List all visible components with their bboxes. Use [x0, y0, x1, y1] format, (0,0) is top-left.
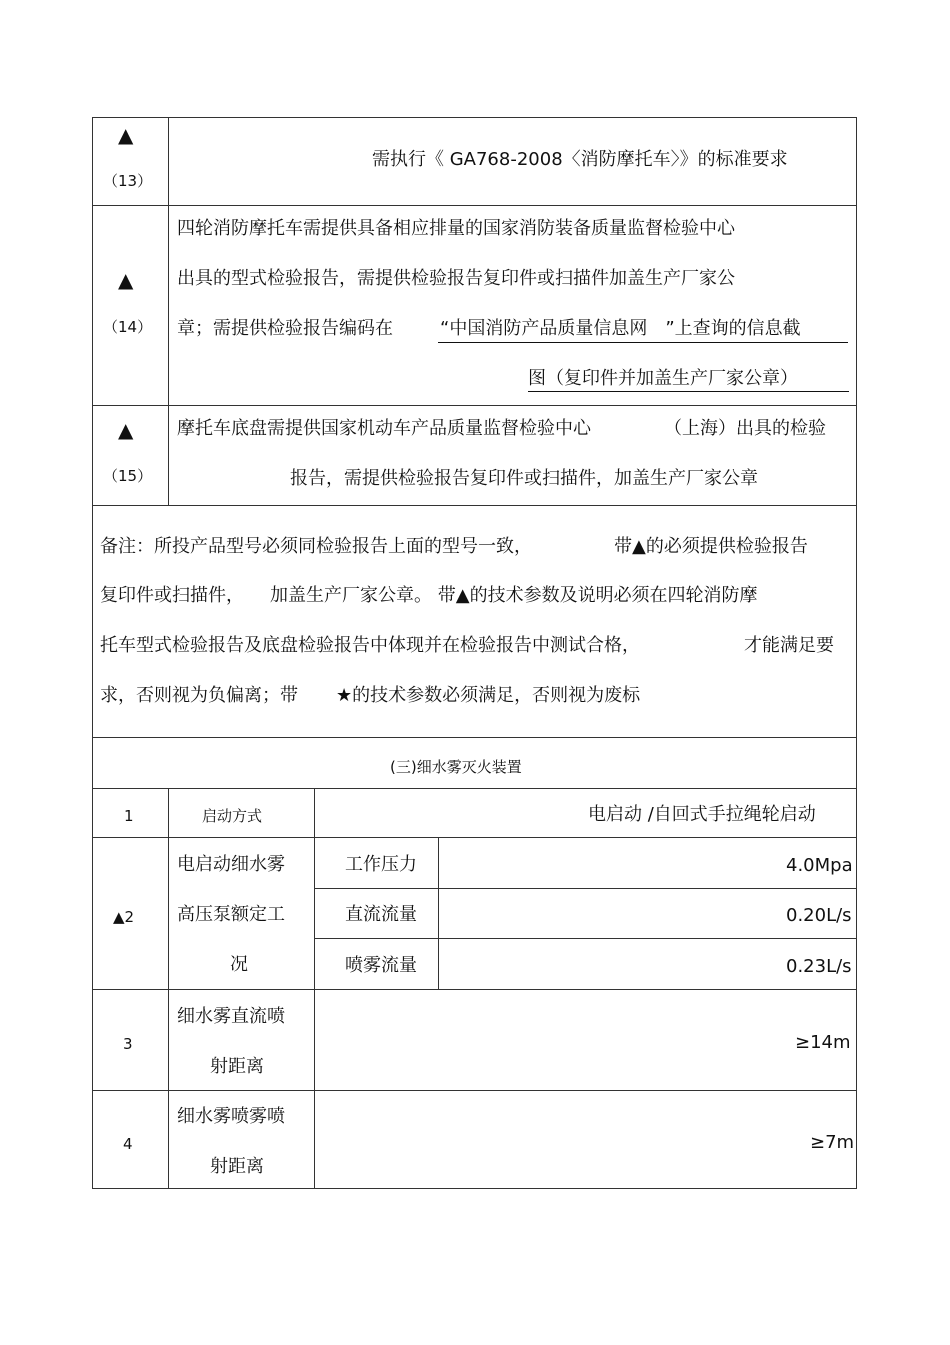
- spec-sub-value: 0.23L/s: [786, 956, 852, 977]
- remark-text: 托车型式检验报告及底盘检验报告中体现并在检验报告中测试合格，: [100, 635, 640, 656]
- item-text: 报告，需提供检验报告复印件或扫描件，加盖生产厂家公章: [290, 468, 758, 489]
- remark-text: 才能满足要: [744, 635, 834, 656]
- remark-text: ★的技术参数必须满足，否则视为废标: [336, 685, 641, 706]
- remark-text: 带▲的必须提供检验报告: [614, 536, 808, 557]
- spec-name: 启动方式: [202, 807, 263, 825]
- spec-name: 电启动细水雾: [177, 854, 285, 875]
- row-divider: [92, 405, 857, 406]
- row-divider: [92, 205, 857, 206]
- row-divider: [92, 737, 857, 738]
- spec-number: 3: [123, 1035, 133, 1053]
- item-text: 四轮消防摩托车需提供具备相应排量的国家消防装备质量监督检验中心: [177, 218, 735, 239]
- item-number: （15）: [103, 467, 153, 485]
- spec-value: 电启动 /自回式手拉绳轮启动: [588, 804, 816, 825]
- triangle-mark: ▲: [118, 268, 134, 292]
- col-divider: [168, 117, 169, 505]
- item-text: 需执行《 GA768-2008〈消防摩托车〉》的标准要求: [372, 149, 788, 170]
- col-divider: [314, 788, 315, 1189]
- row-divider: [314, 938, 857, 939]
- section-title: (三)细水雾灭火装置: [390, 758, 522, 776]
- spec-number: 1: [124, 807, 134, 825]
- row-divider: [314, 888, 857, 889]
- item-text: 出具的型式检验报告，需提供检验报告复印件或扫描件加盖生产厂家公: [177, 268, 735, 289]
- item-number: （13）: [103, 172, 153, 190]
- row-divider: [92, 837, 857, 838]
- col-divider: [438, 837, 439, 989]
- spec-sub-value: 4.0Mpa: [786, 855, 853, 876]
- spec-sub-label: 喷雾流量: [345, 955, 417, 976]
- spec-name: 细水雾直流喷: [177, 1006, 285, 1027]
- underline: [528, 391, 849, 392]
- triangle-mark: ▲: [118, 418, 134, 442]
- spec-sub-label: 工作压力: [345, 854, 417, 875]
- spec-value: ≥7m: [810, 1132, 855, 1153]
- remark-text: 备注：所投产品型号必须同检验报告上面的型号一致，: [100, 536, 532, 557]
- col-divider: [168, 788, 169, 1189]
- item-text: 摩托车底盘需提供国家机动车产品质量监督检验中心: [177, 418, 591, 439]
- triangle-mark: ▲: [118, 123, 134, 147]
- spec-value: ≥14m: [795, 1032, 851, 1053]
- spec-name: 射距离: [210, 1056, 264, 1077]
- row-divider: [92, 788, 857, 789]
- spec-name: 高压泵额定工: [177, 904, 285, 925]
- item-text-underlined: “中国消防产品质量信息网 ”上查询的信息截: [440, 318, 801, 339]
- row-divider: [92, 1090, 857, 1091]
- remark-text: 求，否则视为负偏离；带: [100, 685, 298, 706]
- item-number: （14）: [103, 318, 153, 336]
- spec-sub-label: 直流流量: [345, 904, 417, 925]
- underline: [438, 342, 848, 343]
- remark-text: 加盖生产厂家公章。 带▲的技术参数及说明必须在四轮消防摩: [270, 585, 758, 606]
- spec-name: 细水雾喷雾喷: [177, 1106, 285, 1127]
- spec-sub-value: 0.20L/s: [786, 905, 852, 926]
- spec-name: 射距离: [210, 1156, 264, 1177]
- row-divider: [92, 505, 857, 506]
- spec-number: 4: [123, 1135, 133, 1153]
- item-text: 章；需提供检验报告编码在: [177, 318, 393, 339]
- row-divider: [92, 989, 857, 990]
- spec-name: 况: [230, 954, 248, 975]
- spec-number: ▲2: [113, 908, 135, 926]
- item-text-underlined: 图（复印件并加盖生产厂家公章）: [528, 368, 798, 389]
- remark-text: 复印件或扫描件，: [100, 585, 244, 606]
- item-text: （上海）出具的检验: [664, 418, 826, 439]
